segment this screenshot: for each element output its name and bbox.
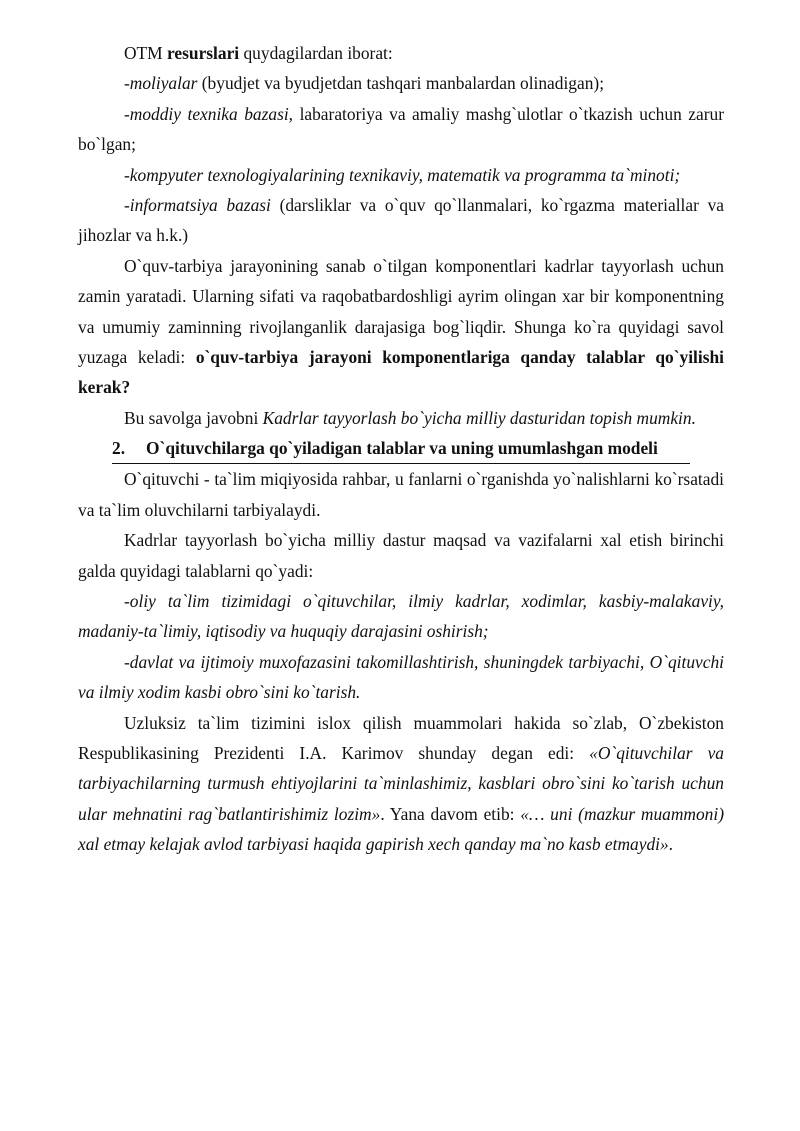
paragraph-answer: Bu savolga javobni Kadrlar tayyorlash bo`yicha milliy dasturidan topish mumkin. — [124, 407, 696, 428]
list-item-social-protection: -davlat va ijtimoiy muxofazasini takomillashtirish, shuningdek tarbiyachi, O`qituvchi va ilmiy xodim kasbi obro`sini ko`tarish. — [78, 651, 724, 703]
section-title: O`qituvchilarga qo`yiladigan talablar va uning umumlashgan modeli — [146, 438, 658, 459]
list-item-material-base: -moddiy texnika bazasi, labaratoriya va amaliy mashg`ulotlar o`tkazish uchun zarur bo`lgan; — [78, 103, 724, 155]
bold-term: resurslari — [167, 43, 240, 63]
list-item-qualification: -oliy ta`lim tizimidagi o`qituvchilar, ilmiy kadrlar, xodimlar, kasbiy-malakaviy, madaniy-ta`limiy, iqtisodiy va huquqiy darajasini oshirish; — [78, 590, 724, 642]
list-item-information-base: -informatsiya bazasi (darsliklar va o`quv qo`llanmalari, ko`rgazma materiallar va jihozlar va h.k.) — [78, 195, 724, 246]
list-item-computer-tech: -kompyuter texnologiyalarining texnikaviy, matematik va programma ta`minoti; — [124, 164, 681, 185]
bold-question: o`quv-tarbiya jarayoni komponentlariga qanday talablar qo`yilishi kerak? — [78, 347, 724, 398]
quote-1: «O`qituvchilar va tarbiyachilarning turmush ehtiyojlarini ta`minlashimiz, kasblari obro`sini ko`tarish uchun ular mehnatini rag`batlantirishimiz lozim» — [78, 742, 724, 824]
quote-2: «… uni (mazkur muammoni) xal etmay kelajak avlod tarbiyasi haqida gapirish xech qanday ma`no kasb etmaydi» — [78, 803, 725, 855]
paragraph-national-program: Kadrlar tayyorlash bo`yicha milliy dastur maqsad va vazifalarni xal etish birinchi galda quyidagi talablarni qo`yadi: — [78, 530, 724, 581]
paragraph-president-quote: Uzluksiz ta`lim tizimini islox qilish muammolari hakida so`zlab, O`zbekiston Respublikasining Prezidenti I.A. Karimov shunday degan edi: «O`qituvchilar va tarbiyachilarning turmush ehtiyojlarini ta`minlashimiz, kasblari obro`sini ko`tarish uchun ular mehnatini rag`batlantirishimiz lozim». Yana davom etib: «… uni (mazkur muammoni) xal etmay kelajak avlod tarbiyasi haqida gapirish xech qanday ma`no kasb etmaydi». — [78, 712, 725, 855]
paragraph-resources-intro: OTM resurslari quydagilardan iborat: — [124, 43, 393, 63]
paragraph-teacher-definition: O`qituvchi - ta`lim miqiyosida rahbar, u fanlarni o`rganishda yo`nalishlarni ko`rsatadi va ta`lim oluvchilarni tarbiyalaydi. — [78, 469, 724, 520]
document-page — [78, 38, 724, 860]
list-item-finance: -moliyalar (byudjet va byudjetdan tashqari manbalardan olinadigan); — [124, 73, 605, 94]
paragraph-components: O`quv-tarbiya jarayonining sanab o`tilgan komponentlari kadrlar tayyorlash uchun zamin yaratadi. Ularning sifati va raqobatbardoshligi ayrim olingan xar bir komponentning va umumiy zaminning rivojlanganlik darajasiga bog`liqdir. Shunga ko`ra quyidagi savol yuzaga keladi: o`quv-tarbiya jarayoni komponentlariga qanday talablar qo`yilishi kerak? — [78, 255, 724, 398]
section-heading — [112, 433, 690, 464]
section-number: 2. — [112, 438, 126, 459]
